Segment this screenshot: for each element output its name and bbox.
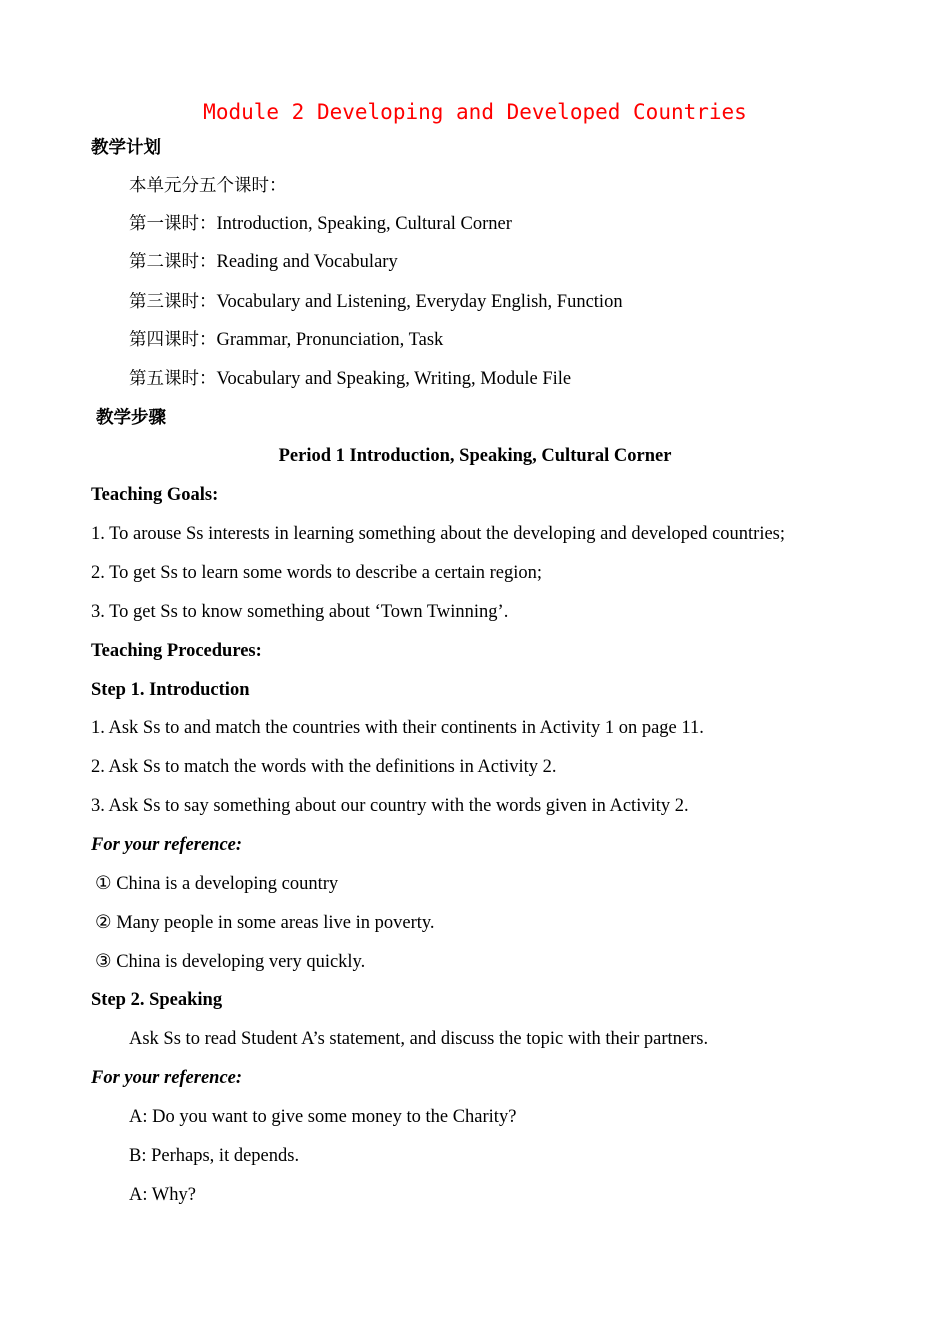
step2-instruction: Ask Ss to read Student A’s statement, and discuss the topic with their partners. (129, 1029, 709, 1049)
step1-item: 3. Ask Ss to say something about our country with the words given in Activity 2. (91, 796, 689, 816)
period-item-2 (129, 249, 398, 275)
period-item-5 (129, 366, 571, 392)
reference-item: ② Many people in some areas live in poverty. (95, 913, 435, 933)
period-content: Vocabulary and Listening, Everyday English, Function (216, 292, 623, 312)
period-title: Period 1 Introduction, Speaking, Cultural Corner (278, 446, 672, 466)
step1-item: 1. Ask Ss to and match the countries with their continents in Activity 1 on page 11. (91, 718, 704, 738)
step1-item: 2. Ask Ss to match the words with the definitions in Activity 2. (91, 757, 557, 777)
period-label: 第五课时： (129, 369, 217, 389)
goal-item: 1. To arouse Ss interests in learning something about the developing and developed countries; (91, 524, 786, 544)
plan-intro: 本单元分五个课时： (129, 176, 287, 196)
period-label: 第二课时： (129, 252, 217, 272)
goals-heading: Teaching Goals: (91, 485, 219, 505)
reference-heading: For your reference: (91, 1068, 243, 1088)
procedures-heading: Teaching Procedures: (91, 641, 262, 661)
dialogue-line: B: Perhaps, it depends. (129, 1146, 300, 1166)
reference-heading: For your reference: (91, 835, 243, 855)
reference-item: ③ China is developing very quickly. (95, 952, 366, 972)
steps-heading: 教学步骤 (96, 408, 166, 428)
period-label: 第三课时： (129, 292, 217, 312)
dialogue-line: A: Do you want to give some money to the Charity? (129, 1107, 517, 1127)
period-item-3 (129, 289, 623, 315)
goal-item: 3. To get Ss to know something about ‘Town Twinning’. (91, 602, 509, 622)
period-item-4 (129, 327, 443, 353)
reference-item: ① China is a developing country (95, 874, 339, 894)
goal-item: 2. To get Ss to learn some words to describe a certain region; (91, 563, 542, 583)
dialogue-line: A: Why? (129, 1185, 196, 1205)
step1-heading: Step 1. Introduction (91, 680, 250, 700)
period-content: Reading and Vocabulary (216, 252, 398, 272)
period-item-1 (129, 211, 512, 237)
plan-heading: 教学计划 (91, 138, 161, 158)
step2-heading: Step 2. Speaking (91, 990, 223, 1010)
period-content: Grammar, Pronunciation, Task (216, 330, 444, 350)
module-title: Module 2 Developing and Developed Countries (203, 100, 747, 124)
period-label: 第一课时： (129, 214, 217, 234)
period-content: Vocabulary and Speaking, Writing, Module File (216, 369, 572, 389)
period-label: 第四课时： (129, 330, 217, 350)
period-content: Introduction, Speaking, Cultural Corner (216, 214, 512, 234)
